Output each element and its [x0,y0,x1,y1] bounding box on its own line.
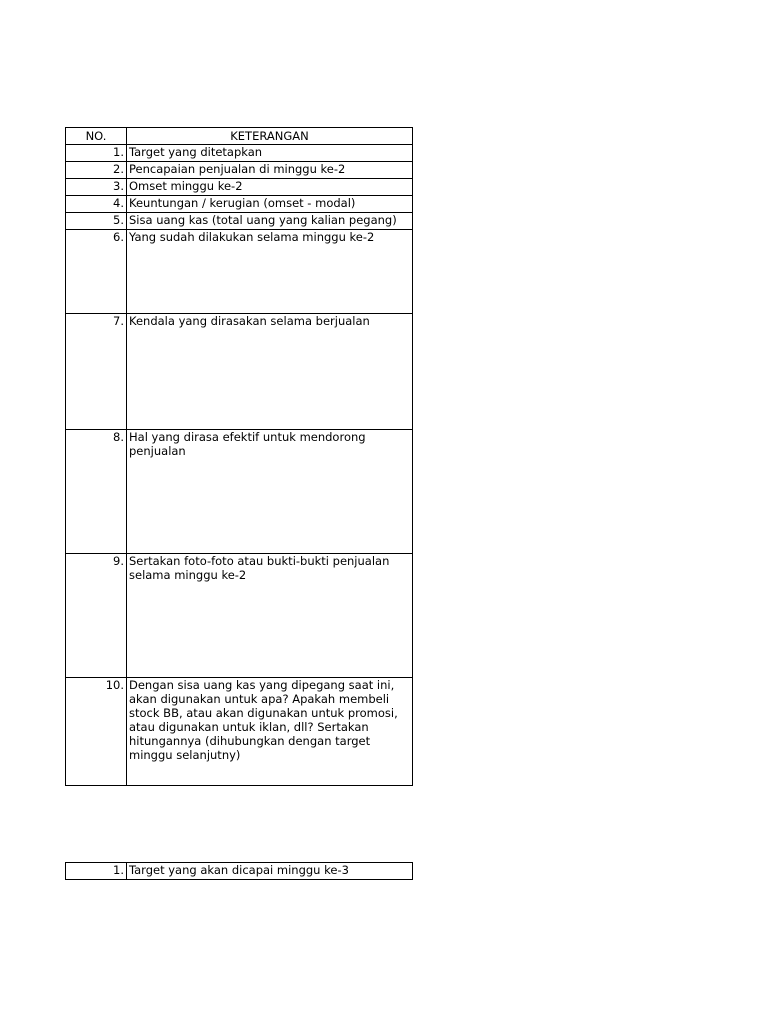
row-description[interactable]: Target yang akan dicapai minggu ke-3 [127,863,413,880]
row-number: 2. [66,162,127,179]
table-row [66,678,413,786]
row-number: 4. [66,196,127,213]
row-description[interactable]: Sertakan foto-foto atau bukti-bukti penjualan selama minggu ke-2 [127,554,413,678]
row-description[interactable]: Pencapaian penjualan di minggu ke-2 [127,162,413,179]
row-description[interactable]: Sisa uang kas (total uang yang kalian pegang) [127,213,413,230]
table-row [66,179,413,196]
row-description[interactable]: Dengan sisa uang kas yang dipegang saat ini, akan digunakan untuk apa? Apakah membeli stock BB, atau akan digunakan untuk promosi, atau digunakan untuk iklan, dll? Sertakan hitungannya (dihubungkan dengan target minggu selanjutny) [127,678,413,786]
row-description[interactable]: Target yang ditetapkan [127,145,413,162]
row-number: 5. [66,213,127,230]
header-keterangan: KETERANGAN [127,128,413,145]
row-description[interactable]: Hal yang dirasa efektif untuk mendorong penjualan [127,430,413,554]
row-description[interactable]: Omset minggu ke-2 [127,179,413,196]
row-description[interactable]: Keuntungan / kerugian (omset - modal) [127,196,413,213]
header-no: NO. [66,128,127,145]
table-row [66,213,413,230]
row-description[interactable]: Yang sudah dilakukan selama minggu ke-2 [127,230,413,314]
table-row [66,554,413,678]
table-row [66,196,413,213]
row-number: 7. [66,314,127,430]
row-number: 1. [66,145,127,162]
table-row [66,230,413,314]
row-description[interactable]: Kendala yang dirasakan selama berjualan [127,314,413,430]
row-number: 3. [66,179,127,196]
report-table [65,127,413,786]
table-row [66,314,413,430]
row-number: 10. [66,678,127,786]
table-row [66,162,413,179]
table-row [66,863,413,880]
table-row [66,430,413,554]
row-number: 9. [66,554,127,678]
row-number: 8. [66,430,127,554]
row-number: 1. [66,863,127,880]
next-week-table [65,862,413,880]
table-row [66,145,413,162]
table-header-row [66,128,413,145]
row-number: 6. [66,230,127,314]
